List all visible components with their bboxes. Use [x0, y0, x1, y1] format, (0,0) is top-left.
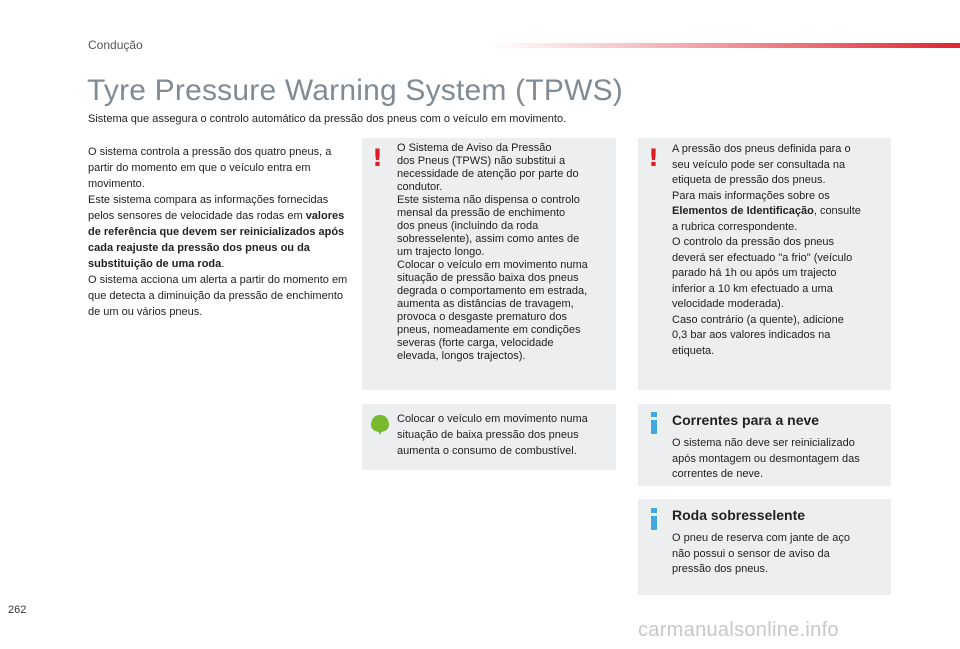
info-icon: [649, 412, 659, 434]
info-icon: [649, 508, 659, 530]
warning-box-2-text-1a: A pressão dos pneus definida para o seu veículo pode ser consultada na etiqueta de pressão dos pneus. Para mais informações sobre os: [672, 143, 851, 202]
info-box-2-content: [672, 507, 886, 578]
eco-box-text: Colocar o veículo em movimento numa situação de baixa pressão dos pneus aumenta o consumo de combustível.: [397, 413, 588, 457]
left-paragraph-2-end: .: [221, 258, 225, 270]
leaf-icon: [369, 413, 391, 435]
page-title: Tyre Pressure Warning System (TPWS): [87, 74, 623, 107]
info-box-1-text: O sistema não deve ser reinicializado após montagem ou desmontagem das correntes de neve.: [672, 437, 860, 480]
header-accent-bar: [490, 43, 960, 48]
warning-box-2-bold: Elementos de Identificação: [672, 205, 814, 217]
info-box-spare-wheel: [638, 499, 891, 595]
left-paragraph-2-text: Este sistema compara as informações fornecidas pelos sensores de velocidade das rodas em: [88, 194, 329, 222]
left-paragraph-2: [88, 192, 348, 272]
page-number: 262: [8, 604, 27, 616]
info-box-1-content: [672, 412, 886, 483]
warning-box-driver-attention: [362, 138, 616, 390]
eco-box-fuel-consumption: [362, 404, 616, 470]
info-box-snow-chains: [638, 404, 891, 486]
left-column: [88, 144, 348, 320]
exclamation-icon: !: [372, 144, 383, 172]
info-box-1-title: Correntes para a neve: [672, 412, 820, 428]
warning-box-2-text-1b: , consulte a rubrica correspondente.: [672, 205, 861, 233]
exclamation-icon: !: [648, 144, 659, 172]
intro-text: Sistema que assegura o controlo automático da pressão dos pneus com o veículo em movimento.: [88, 113, 567, 125]
warning-box-2-text-1: [672, 142, 886, 235]
left-paragraph-1: O sistema controla a pressão dos quatro pneus, a partir do momento em que o veículo entra em movimento.: [88, 146, 332, 190]
left-paragraph-2-bold: valores de referência que devem ser reinicializados após cada reajuste da pressão dos pneus ou da substituição de uma roda: [88, 210, 345, 270]
section-label: Condução: [88, 38, 143, 52]
watermark: carmanualsonline.info: [638, 619, 839, 641]
info-box-2-title: Roda sobresselente: [672, 507, 806, 523]
warning-box-1-text: O Sistema de Aviso da Pressão dos Pneus (TPWS) não substitui a necessidade de atenção por parte do condutor. Este sistema não dispensa o controlo mensal da pressão de enchimento dos pneus (incluindo da roda sobresselente), assim como antes de um trajecto longo. Colocar o veículo em movimento numa situação de pressão baixa dos pneus degrada o comportamento em estrada, aumenta as distâncias de travagem, provoca o desgaste prematuro dos pneus, nomeadamente em condições severas (forte carga, velocidade elevada, longos trajectos).: [397, 142, 588, 362]
warning-box-2-content: [672, 142, 886, 359]
info-box-2-text: O pneu de reserva com jante de aço não possui o sensor de aviso da pressão dos pneus.: [672, 532, 850, 575]
left-paragraph-3: O sistema acciona um alerta a partir do momento em que detecta a diminuição da pressão de enchimento de um ou vários pneus.: [88, 274, 348, 318]
warning-box-tyre-pressure-label: [638, 138, 891, 390]
warning-box-2-text-2: O controlo da pressão dos pneus deverá ser efectuado "a frio" (veículo parado há 1h ou após um trajecto inferior a 10 km efectuado a uma velocidade moderada). Caso contrário (a quente), adicione 0,3 bar aos valores indicados na etiqueta.: [672, 236, 853, 357]
